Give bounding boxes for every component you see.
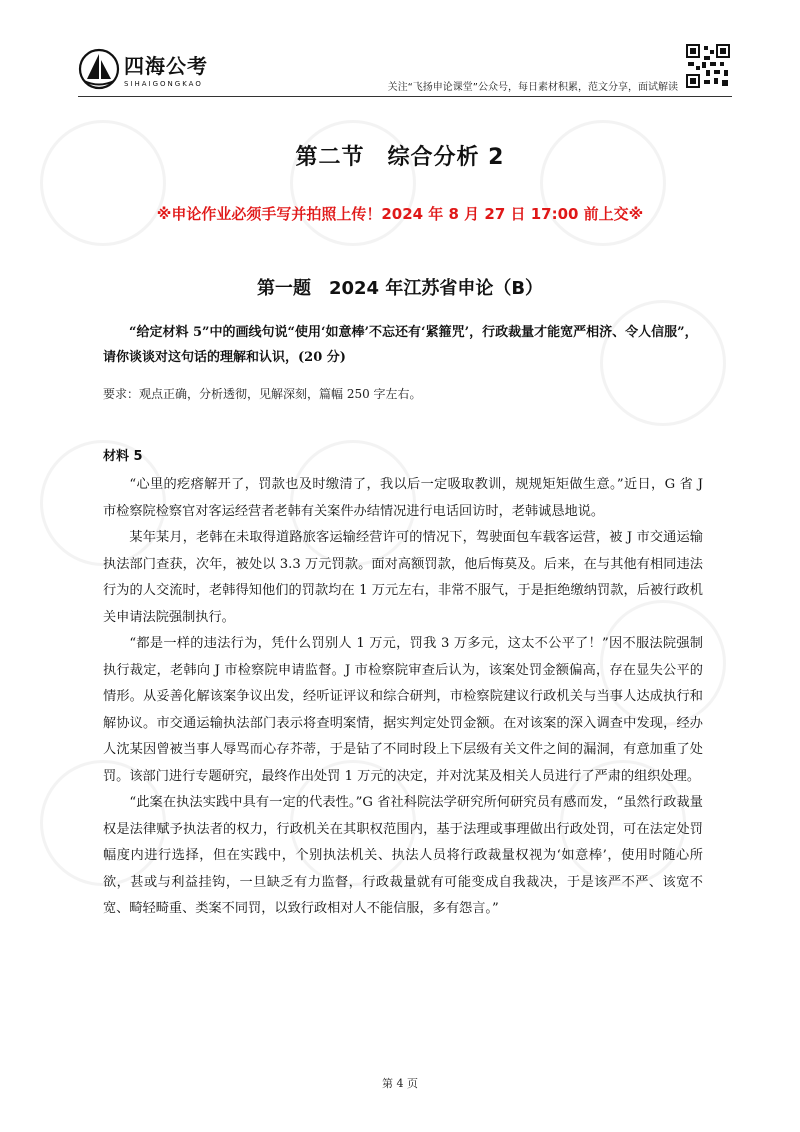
page-number: 第 4 页: [382, 1077, 418, 1090]
material-paragraph: “都是一样的违法行为，凭什么罚别人 1 万元，罚我 3 万多元，这太不公平了！”因不服法院强制执行裁定，老韩向 J 市检察院申请监督。J 市检察院审查后认为，该案处罚金额偏高，存在显失公平的情形。从妥善化解该案争议出发，经听证评议和综合研判，市检察院建议行政机关与当事人达成执行和解协议。市交通运输执法部门表示将查明案情，据实判定处罚金额。在对该案的深入调查中发现，经办人沈某因曾被当事人辱骂而心存芥蒂，于是钻了不同时段上下层级有关文件之间的漏洞，有意加重了处罚。该部门进行专题研究，最终作出处罚 1 万元的决定，并对沈某及相关人员进行了严肃的组织处理。: [103, 636, 703, 784]
submission-notice: ※申论作业必须手写并拍照上传！2024 年 8 月 27 日 17:00 前上交※: [156, 205, 644, 223]
material-label: 材料 5: [103, 449, 143, 464]
material-body: [103, 472, 703, 923]
header-tagline: 关注“飞扬申论课堂”公众号，每日素材积累，范文分享，面试解读: [387, 82, 678, 93]
logo-name-en: SIHAIGONGKAO: [124, 80, 203, 88]
material-paragraph: “心里的疙瘩解开了，罚款也及时缴清了，我以后一定吸取教训，规规矩矩做生意。”近日，G 省 J 市检察院检察官对客运经营者老韩有关案件办结情况进行电话回访时，老韩诚恳地说。: [103, 477, 703, 519]
question-prompt: “给定材料 5”中的画线句说“使用‘如意棒’不忘还有‘紧箍咒’，行政裁量才能宽严相济、令人信服”，请你谈谈对这句话的理解和认识，(20 分): [103, 325, 698, 365]
question-title: 第一题 2024 年江苏省申论（B）: [256, 278, 544, 299]
material-paragraph: “此案在执法实践中具有一定的代表性。”G 省社科院法学研究所何研究员有感而发，“虽然行政裁量权是法律赋予执法者的权力，行政机关在其职权范围内，基于法理或事理做出行政处罚，可在法定处罚幅度内进行选择，但在实践中，个别执法机关、执法人员将行政裁量权视为‘如意棒’，使用时随心所欲，甚或与利益挂钩，一旦缺乏有力监督，行政裁量就有可能变成自我裁决，于是该严不严、该宽不宽、畸轻畸重、类案不同罚，以致行政相对人不能信服，多有怨言。”: [103, 795, 703, 916]
material-paragraph: 某年某月，老韩在未取得道路旅客运输经营许可的情况下，驾驶面包车载客运营，被 J 市交通运输执法部门查获，次年，被处以 3.3 万元罚款。面对高额罚款，他后悔莫及。后来，在与其他有相同违法行为的人交流时，老韩得知他们的罚款均在 1 万元左右，非常不服气，于是拒绝缴纳罚款，后被行政机关申请法院强制执行。: [103, 530, 703, 625]
question-requirement: 要求：观点正确，分析透彻，见解深刻，篇幅 250 字左右。: [103, 387, 422, 401]
header-divider: [78, 96, 732, 97]
logo: [78, 48, 208, 90]
section-title: 第二节 综合分析 2: [295, 145, 505, 170]
logo-name-cn: 四海公考: [124, 54, 208, 78]
qr-code-icon: [686, 44, 730, 88]
page-header: [78, 38, 730, 98]
sailboat-logo-icon: [78, 48, 120, 90]
